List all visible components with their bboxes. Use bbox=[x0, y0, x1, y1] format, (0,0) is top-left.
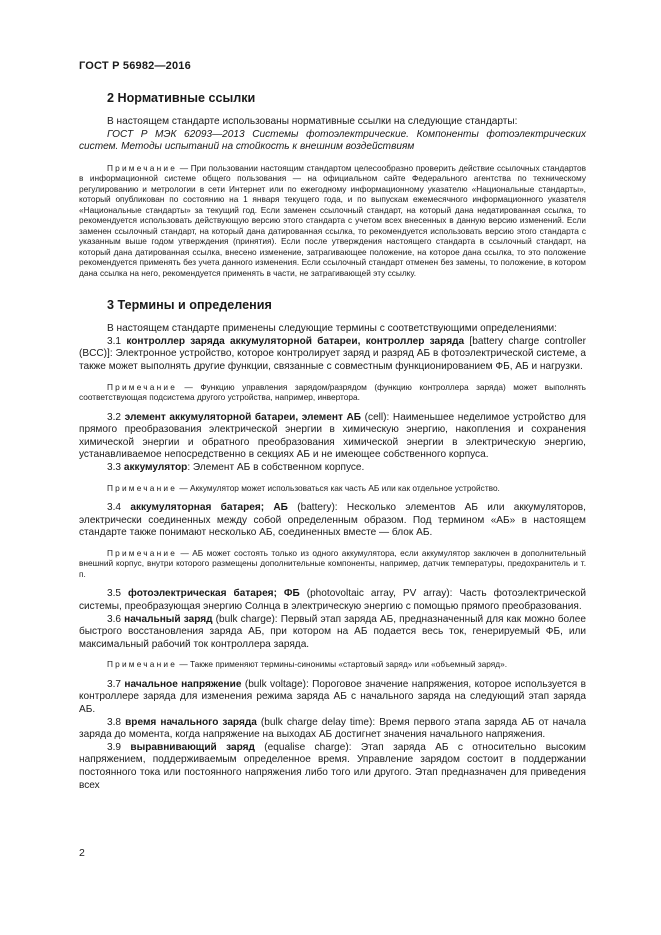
page-content bbox=[79, 91, 586, 792]
term-definition: (cell): Наименьшее неделимое устройство для прямого преобразования электрической энергии в химическую энергию, накопления и сохранения химической энергии и обратного преобразования химической энергии в электрическую энергию, устанавливаемое непосредственно в секциях АБ и не имеющее собственного корпуса. bbox=[79, 411, 586, 461]
term-name: контроллер заряда аккумуляторной батареи, контроллер заряда bbox=[126, 335, 465, 347]
term-3-4 bbox=[79, 502, 586, 540]
term-3-1 bbox=[79, 336, 586, 374]
note-text: — Также применяют термины-синонимы «стартовый заряд» или «объемный заряд». bbox=[179, 659, 508, 670]
term-3-8 bbox=[79, 717, 586, 742]
term-name: фотоэлектрическая батарея; ФБ bbox=[128, 588, 300, 600]
term-definition: (photovoltaic array, PV array): Часть фотоэлектрической системы, преобразующая энергию Солнца в электрическую энергию с помощью прямого преобразования. bbox=[79, 588, 586, 612]
section-2-intro: В настоящем стандарте использованы нормативные ссылки на следующие стандарты: bbox=[107, 116, 518, 127]
note-references bbox=[79, 163, 586, 279]
term-number: 3.6 bbox=[107, 613, 122, 625]
term-definition: (bulk charge delay time): Время первого этапа заряда АБ от начала заряда до момента, когда напряжение на выходах АБ достигнет значения начального напряжения. bbox=[79, 716, 586, 741]
note-label: Примечание bbox=[107, 162, 178, 173]
standard-reference: ГОСТ Р МЭК 62093—2013 Системы фотоэлектрические. Компоненты фотоэлектрических систем. Методы испытаний на стойкость к внешним воздействиям bbox=[79, 128, 586, 153]
term-number: 3.1 bbox=[107, 335, 122, 347]
document-header: ГОСТ Р 56982—2016 bbox=[79, 60, 191, 72]
term-number: 3.3 bbox=[107, 462, 122, 474]
term-definition: (battery): Несколько элементов АБ или аккумуляторов, электрически соединенных между собой определенным образом. Под термином «АБ» в настоящем стандарте также понимают несколько АБ, соединенных вместе — блок АБ. bbox=[79, 502, 586, 539]
term-name: аккумулятор bbox=[123, 462, 188, 474]
term-number: 3.9 bbox=[107, 741, 122, 753]
term-definition: (equalise charge): Этап заряда АБ с относительно высоким напряжением, поддерживаемым определенное время. Управление зарядом состоит в поддержании постоянного тока или постоянного напряжения либо того или другого. Этап предназначен для приведения всех bbox=[79, 741, 586, 791]
term-definition: [battery charge controller (BCC)]: Электронное устройство, которое контролирует заряд и разряд АБ в фотоэлектрической системе, а также может выполнять другие функции, связанные с совместным функционированием ФБ, АБ и нагрузки. bbox=[79, 335, 587, 373]
term-3-9 bbox=[79, 742, 586, 792]
term-3-2 bbox=[79, 412, 586, 462]
term-name: время начального заряда bbox=[125, 716, 257, 728]
term-3-5 bbox=[79, 588, 586, 613]
term-number: 3.4 bbox=[107, 502, 122, 514]
term-definition: : Элемент АБ в собственном корпусе. bbox=[187, 462, 365, 474]
note-text: — Аккумулятор может использоваться как часть АБ или как отдельное устройство. bbox=[179, 482, 500, 493]
note-text: — Функцию управления зарядом/разрядом (функцию контроллера заряда) может выполнять соответствующая подсистема другого устройства, например, инвертора. bbox=[79, 381, 586, 403]
term-3-3 bbox=[79, 462, 586, 475]
term-definition: (bulk voltage): Пороговое значение напряжения, которое используется в контроллере заряда для изменения режима заряда АБ с начального заряда на следующий этап заряда АБ. bbox=[79, 678, 586, 716]
note-text: — При пользовании настоящим стандартом целесообразно проверить действие ссылочных стандартов в информационной системе общего пользования — на официальном сайте Федерального агентства по техническому регулированию и метрологии в сети Интернет или по ежегодному информационному указателю «Национальные стандарты», который опубликован по состоянию на 1 января текущего года, и по выпускам ежемесячного информационного указателя «Национальные стандарты» за текущий год. Если заменен ссылочный стандарт, на который дана недатированная ссылка, то рекомендуется использовать действующую версию этого стандарта с учетом всех внесенных в данную версию изменений. Если заменен ссылочный стандарт, на который дана датированная ссылка, то рекомендуется использовать версию этого стандарта с указанным выше годом утверждения (принятия). Если после утверждения настоящего стандарта в ссылочный стандарт, на который дана датированная ссылка, внесено изменение, затрагивающее положение, на которое дана ссылка, то это положение рекомендуется применять без учета данного изменения. Если ссылочный стандарт отменен без замены, то положение, в котором дана ссылка на него, рекомендуется применять в части, не затрагивающей эту ссылку. bbox=[79, 162, 586, 278]
note-label: Примечание bbox=[107, 547, 178, 558]
note-3-6 bbox=[79, 659, 586, 670]
note-3-3 bbox=[79, 483, 586, 494]
note-3-1 bbox=[79, 382, 586, 403]
term-name: аккумуляторная батарея; АБ bbox=[130, 502, 288, 514]
section-terms-definitions bbox=[79, 298, 586, 792]
note-3-4 bbox=[79, 548, 586, 580]
term-number: 3.7 bbox=[107, 678, 122, 690]
term-name: элемент аккумуляторной батареи, элемент АБ bbox=[124, 411, 362, 423]
note-label: Примечание bbox=[107, 482, 178, 493]
term-number: 3.2 bbox=[107, 411, 122, 423]
term-definition: (bulk charge): Первый этап заряда АБ, предназначенный для как можно более быстрого восстановления заряда АБ, при котором на АБ подается весь ток, генерируемый ФБ, или максимальный рабочий ток контроллера заряда. bbox=[79, 613, 587, 650]
term-number: 3.8 bbox=[107, 716, 122, 728]
term-name: начальное напряжение bbox=[124, 678, 242, 690]
note-label: Примечание bbox=[107, 659, 178, 670]
note-label: Примечание bbox=[107, 381, 178, 392]
note-text: — АБ может состоять только из одного аккумулятора, если аккумулятор заключен в дополнительный внешний корпус, внутри которого размещены дополнительные компоненты, например, датчик температуры, предохранитель и т. п. bbox=[79, 547, 586, 579]
term-3-7 bbox=[79, 679, 586, 717]
section-2-title: 2 Нормативные ссылки bbox=[107, 91, 256, 105]
section-3-intro: В настоящем стандарте применены следующие термины с соответствующими определениями: bbox=[107, 323, 557, 335]
term-number: 3.5 bbox=[107, 588, 122, 600]
term-3-6 bbox=[79, 614, 586, 652]
term-name: выравнивающий заряд bbox=[130, 741, 255, 753]
section-normative-references bbox=[79, 91, 586, 278]
term-name: начальный заряд bbox=[124, 613, 213, 625]
section-3-title: 3 Термины и определения bbox=[107, 298, 272, 313]
page-number: 2 bbox=[79, 847, 85, 859]
